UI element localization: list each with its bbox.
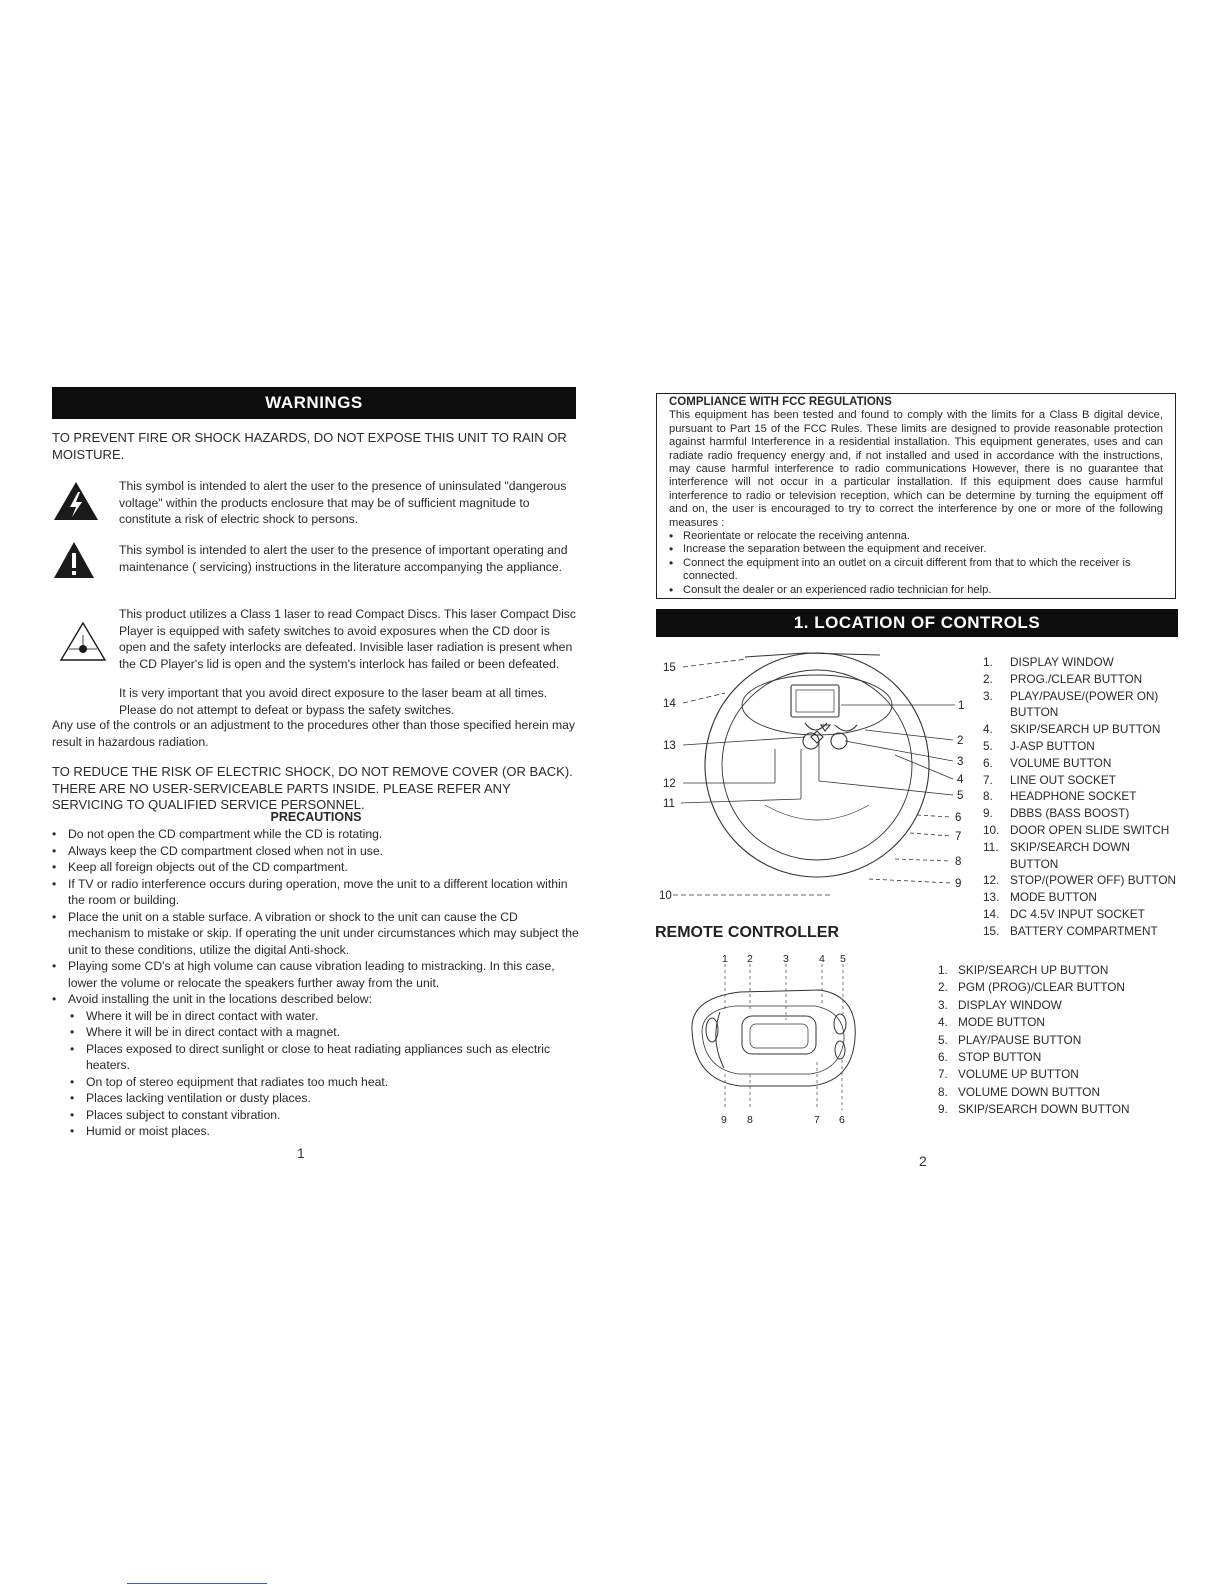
symbol1-text: This symbol is intended to alert the user to the presence of uninsulated "dangerous voltage" within the products enclosure that may be of sufficient magnitude to constitute a risk of electric shock to persons. — [119, 479, 567, 526]
fcc-measure: • Increase the separation between the equipment and receiver. — [669, 543, 1163, 556]
remote-callout-6: 6 — [839, 1114, 845, 1126]
callout-6: 6 — [955, 812, 962, 824]
control-item: 1. DISPLAY WINDOW — [983, 655, 1114, 669]
shock-warning: TO REDUCE THE RISK OF ELECTRIC SHOCK, DO NOT REMOVE COVER (OR BACK). THERE ARE NO USER-SERVICEABLE PARTS INSIDE. PLEASE REFER ANY SERVICING TO QUALIFIED SERVICE PERSONNEL. — [52, 764, 573, 812]
callout-10: 10 — [659, 890, 672, 902]
fcc-measure: • Connect the equipment into an outlet on a circuit different from that to which the receiver is connected. — [669, 557, 1163, 584]
precaution-item: • Place the unit on a stable surface. A vibration or shock to the unit can cause the CD mechanism to mistake or skip. If operating the unit under circumstances which may subject the unit to these conditions, utilize the digital Anti-shock. — [52, 909, 580, 959]
remote-callout-1: 1 — [722, 953, 728, 965]
page-number-left: 1 — [297, 1145, 305, 1161]
remote-list — [938, 962, 1178, 1119]
precautions-list — [52, 826, 580, 1140]
callout-1: 1 — [958, 700, 965, 712]
precaution-item: • Keep all foreign objects out of the CD compartment. — [52, 859, 580, 876]
remote-callout-9: 9 — [721, 1114, 727, 1126]
precaution-item: • Playing some CD's at high volume can cause vibration leading to mistracking. In this case, lower the volume or relocate the speakers further away from the unit. — [52, 958, 580, 991]
precaution-item: • Do not open the CD compartment while the CD is rotating. — [52, 826, 580, 843]
remote-callout-8: 8 — [747, 1114, 753, 1126]
control-item: 13. MODE BUTTON — [983, 890, 1097, 905]
remote-item: 7. VOLUME UP BUTTON — [938, 1067, 1079, 1082]
control-item: 11. SKIP/SEARCH DOWN BUTTON — [983, 839, 1130, 871]
laser-warning-icon — [59, 620, 107, 662]
page-number-right: 2 — [919, 1153, 927, 1169]
location-item: • Places subject to constant vibration. — [52, 1107, 580, 1124]
exclamation-warning-icon — [52, 540, 96, 580]
control-item: 5. J-ASP BUTTON — [983, 738, 1095, 753]
remote-item: 8. VOLUME DOWN BUTTON — [938, 1084, 1101, 1099]
controls-warning: Any use of the controls or an adjustment to the procedures other than those specified herein may result in hazardous radiation. — [52, 718, 576, 749]
callout-11: 11 — [663, 798, 675, 810]
lightning-warning-icon — [52, 480, 100, 522]
control-item: 7. LINE OUT SOCKET — [983, 772, 1116, 787]
precaution-item: • If TV or radio interference occurs during operation, move the unit to a different location within the room or building. — [52, 876, 580, 909]
remote-callout-3: 3 — [783, 953, 789, 965]
callout-8: 8 — [955, 856, 962, 868]
callout-5: 5 — [957, 790, 964, 802]
divider-line — [127, 1583, 267, 1584]
cd-player-diagram — [655, 645, 975, 910]
location-item: • Places lacking ventilation or dusty places. — [52, 1090, 580, 1107]
laser-text-2: It is very important that you avoid direct exposure to the laser beam at all times. Please do not attempt to defeat or bypass the safety switches. — [119, 686, 548, 717]
remote-item: 2. PGM (PROG)/CLEAR BUTTON — [938, 980, 1125, 995]
control-item: 15. BATTERY COMPARTMENT — [983, 923, 1158, 938]
remote-callout-5: 5 — [840, 953, 846, 965]
fcc-measure: • Reorientate or relocate the receiving antenna. — [669, 530, 1163, 543]
location-item: • Places exposed to direct sunlight or close to heat radiating appliances such as electric heaters. — [52, 1041, 580, 1074]
callout-9: 9 — [955, 878, 962, 890]
control-item: 4. SKIP/SEARCH UP BUTTON — [983, 722, 1161, 737]
callout-2: 2 — [957, 735, 964, 747]
control-item: 14. DC 4.5V INPUT SOCKET — [983, 906, 1145, 921]
remote-item: 6. STOP BUTTON — [938, 1050, 1042, 1065]
remote-item: 1. SKIP/SEARCH UP BUTTON — [938, 963, 1109, 977]
fcc-body: This equipment has been tested and found to comply with the limits for a Class B digital device, pursuant to Part 15 of the FCC Rules. These limits are designed to provide reasonable protection against harmful Interference in a residential installation. This equipment generates, uses and can radiate radio frequency energy and, if not installed and used in accordance with the instructions, may cause harmful interference to radio communications However, there is no guarantee that interference will not occur in a particular installation. If this equipment does cause harmful interference to radio or television reception, which can be determine by turning the equipment off and on, the user is encouraged to try to correct the interference by one or more of the following measures : — [669, 409, 1163, 529]
location-item: • On top of stereo equipment that radiates too much heat. — [52, 1074, 580, 1091]
callout-14: 14 — [663, 698, 676, 710]
callout-12: 12 — [663, 778, 676, 790]
remote-controller-title: REMOTE CONTROLLER — [655, 924, 839, 941]
callout-3: 3 — [957, 756, 964, 768]
control-item: 6. VOLUME BUTTON — [983, 755, 1112, 770]
remote-item: 3. DISPLAY WINDOW — [938, 997, 1062, 1012]
remote-item: 9. SKIP/SEARCH DOWN BUTTON — [938, 1102, 1130, 1117]
callout-15: 15 — [663, 662, 676, 674]
control-item: 9. DBBS (BASS BOOST) — [983, 806, 1130, 821]
control-item: 12. STOP/(POWER OFF) BUTTON — [983, 873, 1177, 888]
control-item: 3. PLAY/PAUSE/(POWER ON) BUTTON — [983, 688, 1159, 720]
callout-13: 13 — [663, 740, 676, 752]
control-item: 2. PROG./CLEAR BUTTON — [983, 671, 1143, 686]
fcc-title: COMPLIANCE WITH FCC REGULATIONS — [669, 396, 892, 408]
location-item: • Where it will be in direct contact with water. — [52, 1008, 580, 1025]
fcc-measure: • Consult the dealer or an experienced radio technician for help. — [669, 584, 1163, 597]
remote-callout-2: 2 — [747, 953, 753, 965]
control-item: 8. HEADPHONE SOCKET — [983, 789, 1137, 804]
remote-callout-4: 4 — [819, 953, 825, 965]
symbol2-text: This symbol is intended to alert the user to the presence of important operating and maintenance ( servicing) instructions in the literature accompanying the appliance. — [119, 543, 568, 574]
player-outline — [705, 653, 929, 877]
control-item: 10. DOOR OPEN SLIDE SWITCH — [983, 822, 1170, 837]
remote-item: 4. MODE BUTTON — [938, 1015, 1045, 1030]
location-item: • Where it will be in direct contact with a magnet. — [52, 1024, 580, 1041]
controls-list — [983, 654, 1178, 940]
laser-text: This product utilizes a Class 1 laser to read Compact Discs. This laser Compact Disc Player is equipped with safety switches to avoid exposures when the CD door is open and the safety interlocks are defeated. Invisible laser radiation is present when the CD Player's lid is open and the system's interlock has failed or been defeated. — [119, 607, 576, 671]
remote-item: 5. PLAY/PAUSE BUTTON — [938, 1032, 1082, 1047]
remote-callout-7: 7 — [814, 1114, 820, 1126]
location-item: • Humid or moist places. — [52, 1123, 580, 1140]
precautions-title: PRECAUTIONS — [270, 810, 362, 824]
precaution-item: • Avoid installing the unit in the locations described below: — [52, 991, 580, 1008]
remote-controller-diagram — [680, 950, 870, 1130]
callout-4: 4 — [957, 774, 964, 786]
fire-warning: TO PREVENT FIRE OR SHOCK HAZARDS, DO NOT EXPOSE THIS UNIT TO RAIN OR MOISTURE. — [52, 430, 567, 462]
location-of-controls-banner: 1. LOCATION OF CONTROLS — [656, 609, 1178, 637]
precaution-item: • Always keep the CD compartment closed when not in use. — [52, 843, 580, 860]
callout-7: 7 — [955, 831, 962, 843]
warnings-banner: WARNINGS — [52, 387, 576, 419]
fcc-compliance-box — [656, 393, 1176, 599]
